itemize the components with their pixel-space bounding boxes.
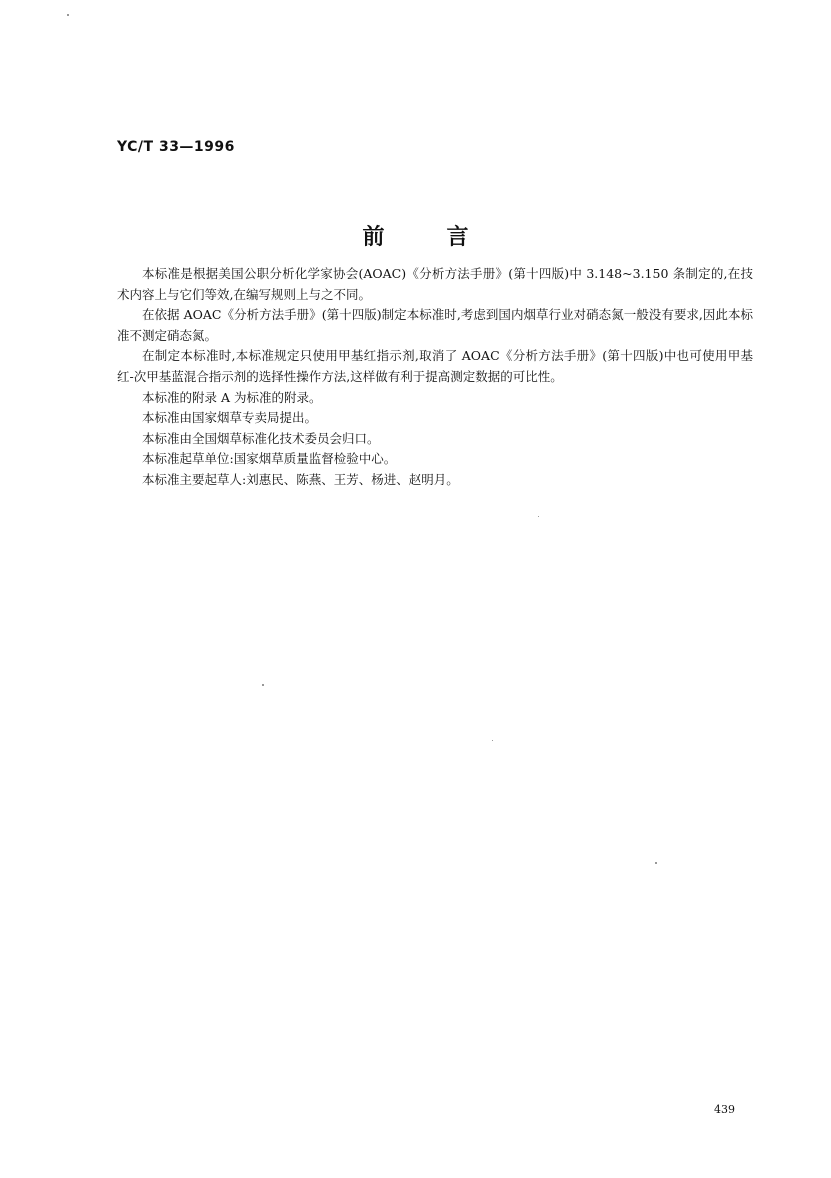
paragraph-drafters: 本标准主要起草人:刘惠民、陈燕、王芳、杨进、赵明月。 <box>142 471 459 487</box>
paragraph-nitrate: 在依据 AOAC《分析方法手册》(第十四版)制定本标准时,考虑到国内烟草行业对硝态氮一般没有要求,因此本标准不测定硝态氮。 <box>117 307 753 343</box>
scan-speck <box>538 516 539 517</box>
page-number: 439 <box>714 1103 735 1116</box>
paragraph-proposer: 本标准由国家烟草专卖局提出。 <box>142 410 318 426</box>
paragraph-drafting-unit: 本标准起草单位:国家烟草质量监督检验中心。 <box>142 451 397 467</box>
standard-code: YC/T 33—1996 <box>117 139 235 155</box>
paragraph-basis: 本标准是根据美国公职分析化学家协会(AOAC)《分析方法手册》(第十四版)中 3.148~3.150 条制定的,在技术内容上与它们等效,在编写规则上与之不同。 <box>117 266 753 302</box>
foreword-body <box>117 264 753 491</box>
paragraph-committee: 本标准由全国烟草标准化技术委员会归口。 <box>142 430 380 446</box>
paragraph-indicator: 在制定本标准时,本标准规定只使用甲基红指示剂,取消了 AOAC《分析方法手册》(第十四版)中也可使用甲基红-次甲基蓝混合指示剂的选择性操作方法,这样做有利于提高测定数据的可比性。 <box>117 348 753 384</box>
scan-speck <box>655 862 657 864</box>
scan-speck <box>67 14 69 16</box>
scan-speck <box>492 740 493 741</box>
paragraph-appendix: 本标准的附录 A 为标准的附录。 <box>142 389 322 405</box>
page-title: 前言 <box>362 225 531 250</box>
scan-speck <box>262 684 264 686</box>
